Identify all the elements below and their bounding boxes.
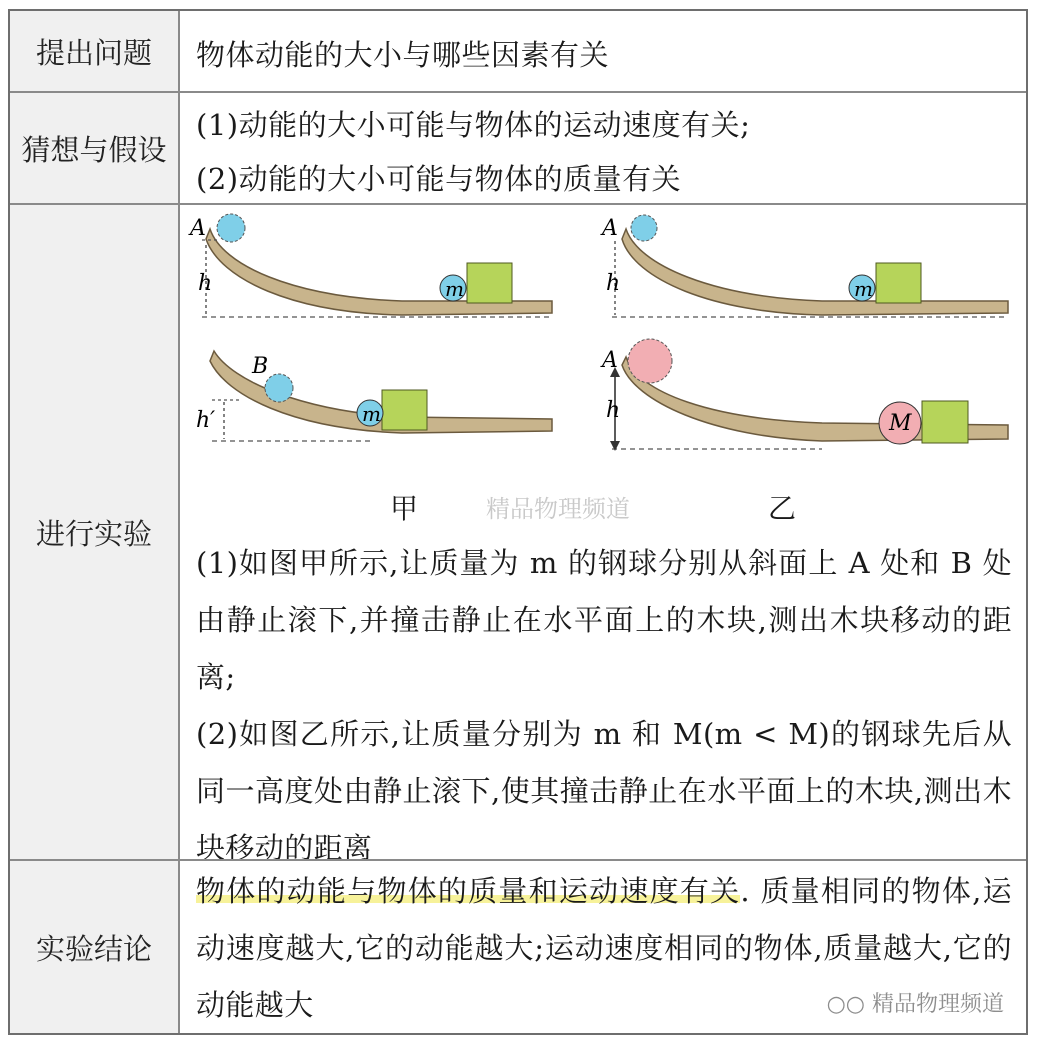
caption-jia: 甲 bbox=[390, 492, 419, 525]
label-h-yi-top: h bbox=[606, 271, 621, 296]
label-m-jia-top: m bbox=[445, 277, 464, 301]
label-A-yi-bottom: A bbox=[602, 348, 618, 373]
hypothesis-cell bbox=[182, 93, 1026, 203]
watermark-corner bbox=[827, 987, 1004, 1018]
header-experiment: 进行实验 bbox=[10, 205, 180, 859]
label-B-jia: B bbox=[252, 354, 269, 379]
hypothesis-line-1: (1)动能的大小可能与物体的运动速度有关; bbox=[196, 108, 751, 142]
conclusion-highlight: 物体的动能与物体的质量和运动速度有关 bbox=[196, 874, 741, 908]
label-h-prime: h′ bbox=[196, 408, 216, 433]
experiment-figure bbox=[182, 205, 1028, 505]
ramp-jia-top bbox=[202, 214, 552, 317]
watermark-center: 精品物理频道 bbox=[486, 495, 630, 523]
label-m-jia-bottom: m bbox=[362, 402, 381, 426]
question-cell bbox=[182, 11, 1026, 91]
experiment-step-2: (2)如图乙所示,让质量分别为 m 和 M(m < M)的钢球先后从同一高度处由静止滚下,使其撞击静止在水平面上的木块,测出木块移动的距离 bbox=[196, 717, 1012, 865]
header-hypothesis: 猜想与假设 bbox=[10, 93, 180, 203]
label-A-yi-top: A bbox=[602, 216, 618, 241]
question-text: 物体动能的大小与哪些因素有关 bbox=[196, 38, 610, 72]
conclusion-cell bbox=[182, 861, 1026, 1033]
experiment-step-1: (1)如图甲所示,让质量为 m 的钢球分别从斜面上 A 处和 B 处由静止滚下,并撞击静止在水平面上的木块,测出木块移动的距离; bbox=[196, 546, 1012, 694]
wechat-icon: ○○ bbox=[826, 992, 865, 1017]
ramp-yi-top bbox=[612, 215, 1008, 317]
header-conclusion: 实验结论 bbox=[10, 861, 180, 1033]
experiment-table bbox=[8, 9, 1028, 1035]
conclusion-rest: . 质量相同的物体,运动速度越大,它的动能越大;运动速度相同的物体,质量越大,它的动能越大 bbox=[196, 874, 1012, 1022]
label-h-yi-bottom: h bbox=[606, 398, 621, 423]
label-h-jia-top: h bbox=[198, 271, 213, 296]
caption-yi: 乙 bbox=[768, 492, 797, 525]
ramp-yi-bottom bbox=[610, 339, 1008, 451]
label-m-yi: m bbox=[854, 277, 873, 301]
hypothesis-line-2: (2)动能的大小可能与物体的质量有关 bbox=[196, 162, 682, 196]
experiment-cell bbox=[182, 205, 1026, 865]
watermark-corner-text: 精品物理频道 bbox=[871, 992, 1004, 1017]
label-A-jia-top: A bbox=[190, 216, 206, 241]
header-question: 提出问题 bbox=[10, 11, 180, 91]
label-M-yi: M bbox=[889, 411, 912, 436]
